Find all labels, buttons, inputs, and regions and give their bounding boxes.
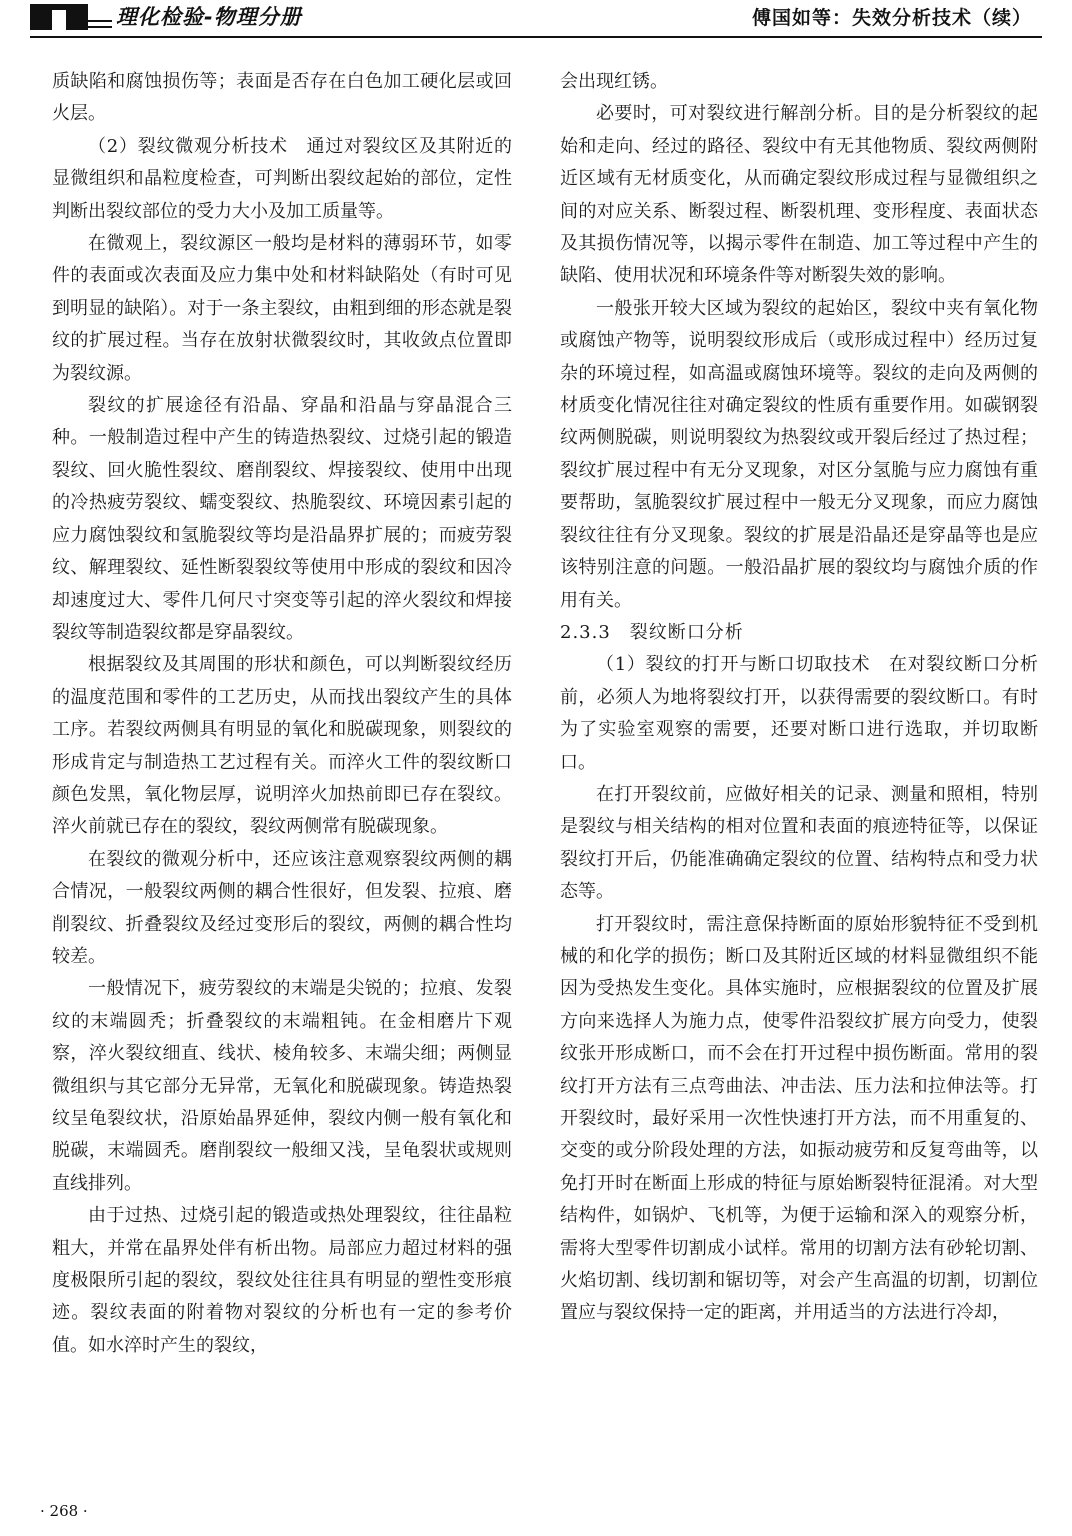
paragraph: 在微观上，裂纹源区一般均是材料的薄弱环节，如零件的表面或次表面及应力集中处和材料缺陷处（有时可见到明显的缺陷）。对于一条主裂纹，由粗到细的形态就是裂纹的扩展过程。当存在放射状微裂纹时，其收敛点位置即为裂纹源。 [52,233,512,384]
page-number: · 268 · [40,1502,88,1520]
paragraph: 在打开裂纹前，应做好相关的记录、测量和照相，特别是裂纹与相关结构的相对位置和表面的痕迹特征等，以保证裂纹打开后，仍能准确确定裂纹的位置、结构特点和受力状态等。 [560,783,1038,903]
page-header [0,0,1072,40]
paragraph: （2）裂纹微观分析技术 通过对裂纹区及其附近的显微组织和晶粒度检查，可判断出裂纹起始的部位，定性判断出裂纹部位的受力大小及加工质量等。 [52,135,512,222]
paragraph: 由于过热、过烧引起的锻造或热处理裂纹，往往晶粒粗大，并常在晶界处伴有析出物。局部应力超过材料的强度极限所引起的裂纹，裂纹处往往具有明显的塑性变形痕迹。裂纹表面的附着物对裂纹的分析也有一定的参考价值。如水淬时产生的裂纹， [52,1205,512,1356]
paragraph-continued: 质缺陷和腐蚀损伤等；表面是否存在白色加工硬化层或回火层。 [52,71,512,125]
right-column [560,66,1038,1330]
journal-name: 理化检验-物理分册 [112,4,306,30]
paragraph: 必要时，可对裂纹进行解剖分析。目的是分析裂纹的起始和走向、经过的路径、裂纹中有无其他物质、裂纹两侧附近区域有无材质变化，从而确定裂纹形成过程与显微组织之间的对应关系、断裂过程、断裂机理、变形程度、表面状态及其损伤情况等，以揭示零件在制造、加工等过程中产生的缺陷、使用状况和环境条件等对断裂失效的影响。 [560,103,1038,287]
paragraph: 一般情况下，疲劳裂纹的末端是尖锐的；拉痕、发裂纹的末端圆秃；折叠裂纹的末端粗钝。在金相磨片下观察，淬火裂纹细直、线状、棱角较多、末端尖细；两侧显微组织与其它部分无异常，无氧化和脱碳现象。铸造热裂纹呈龟裂纹状，沿原始晶界延伸，裂纹内侧一般有氧化和脱碳，末端圆秃。磨削裂纹一般细又浅，呈龟裂状或规则直线排列。 [52,978,512,1194]
journal-logo-icon [30,4,88,30]
paragraph: 打开裂纹时，需注意保持断面的原始形貌特征不受到机械的和化学的损伤；断口及其附近区域的材料显微组织不能因为受热发生变化。具体实施时，应根据裂纹的位置及扩展方向来选择人为施力点，使零件沿裂纹扩展方向受力，使裂纹张开形成断口，而不会在打开过程中损伤断面。常用的裂纹打开方法有三点弯曲法、冲击法、压力法和拉伸法等。打开裂纹时，最好采用一次性快速打开方法，而不用重复的、交变的或分阶段处理的方法，如振动疲劳和反复弯曲等，以免打开时在断面上形成的特征与原始断裂特征混淆。对大型结构件，如锅炉、飞机等，为便于运输和深入的观察分析，需将大型零件切割成小试样。常用的切割方法有砂轮切割、火焰切割、线切割和锯切等，对会产生高温的切割，切割位置应与裂纹保持一定的距离，并用适当的方法进行冷却， [560,913,1038,1324]
paragraph: 一般张开较大区域为裂纹的起始区，裂纹中夹有氧化物或腐蚀产物等，说明裂纹形成后（或形成过程中）经历过复杂的环境过程，如高温或腐蚀环境等。裂纹的走向及两侧的材质变化情况往往对确定裂纹的性质有重要作用。如碳钢裂纹两侧脱碳，则说明裂纹为热裂纹或开裂后经过了热过程；裂纹扩展过程中有无分叉现象，对区分氢脆与应力腐蚀有重要帮助，氢脆裂纹扩展过程中一般无分叉现象，而应力腐蚀裂纹往往有分叉现象。裂纹的扩展是沿晶还是穿晶等也是应该特别注意的问题。一般沿晶扩展的裂纹均与腐蚀介质的作用有关。 [560,297,1038,611]
left-column [52,66,512,1362]
paragraph: 裂纹的扩展途径有沿晶、穿晶和沿晶与穿晶混合三种。一般制造过程中产生的铸造热裂纹、过烧引起的锻造裂纹、回火脆性裂纹、磨削裂纹、焊接裂纹、使用中出现的冷热疲劳裂纹、蠕变裂纹、热脆裂纹、环境因素引起的应力腐蚀裂纹和氢脆裂纹等均是沿晶界扩展的；而疲劳裂纹、解理裂纹、延性断裂裂纹等使用中形成的裂纹和因冷却速度过大、零件几何尺寸突变等引起的淬火裂纹和焊接裂纹等制造裂纹都是穿晶裂纹。 [52,395,512,643]
header-rule [30,36,1042,38]
running-title: 傅国如等：失效分析技术（续） [751,7,1032,29]
section-heading: 2.3.3 裂纹断口分析 [560,621,744,643]
paragraph-continued: 会出现红锈。 [560,71,668,92]
paragraph: 根据裂纹及其周围的形状和颜色，可以判断裂纹经历的温度范围和零件的工艺历史，从而找出裂纹产生的具体工序。若裂纹两侧具有明显的氧化和脱碳现象，则裂纹的形成肯定与制造热工艺过程有关。而淬火工件的裂纹断口颜色发黑，氧化物层厚，说明淬火加热前即已存在裂纹。淬火前就已存在的裂纹，裂纹两侧常有脱碳现象。 [52,654,512,838]
paragraph: 在裂纹的微观分析中，还应该注意观察裂纹两侧的耦合情况，一般裂纹两侧的耦合性很好，但发裂、拉痕、磨削裂纹、折叠裂纹及经过变形后的裂纹，两侧的耦合性均较差。 [52,848,512,967]
paragraph: （1）裂纹的打开与断口切取技术 在对裂纹断口分析前，必须人为地将裂纹打开，以获得需要的裂纹断口。有时为了实验室观察的需要，还要对断口进行选取，并切取断口。 [560,654,1038,773]
